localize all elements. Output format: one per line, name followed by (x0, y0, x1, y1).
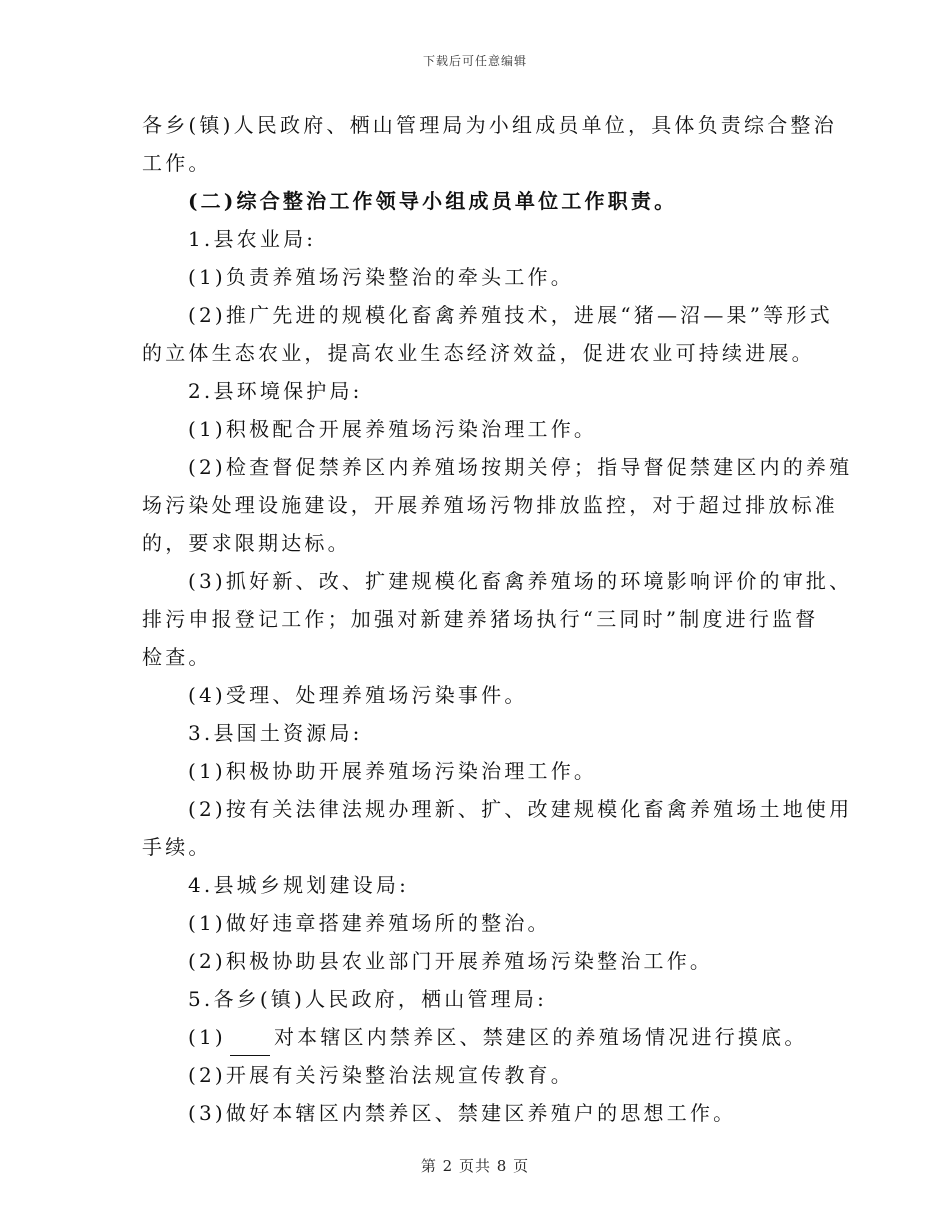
item-heading-township-government: 5.各乡(镇)人民政府，栖山管理局: (188, 987, 548, 1011)
list-item-text: 对本辖区内禁养区、禁建区的养殖场情况进行摸底。 (273, 1025, 808, 1049)
list-item: (4)受理、处理养殖场污染事件。 (188, 683, 528, 707)
item-heading-urban-planning: 4.县城乡规划建设局: (188, 873, 410, 897)
paragraph-line: 场污染处理设施建设，开展养殖场污物排放监控，对于超过排放标准 (142, 493, 838, 517)
paragraph-line: 手续。 (142, 835, 212, 859)
item-heading-land-resources: 3.县国土资源局: (188, 721, 363, 745)
page-number: 第 2 页共 8 页 (420, 1157, 530, 1175)
list-item: (1)积极配合开展养殖场污染治理工作。 (188, 417, 598, 441)
paragraph-line: 排污申报登记工作；加强对新建养猪场执行“三同时”制度进行监督 (142, 607, 819, 631)
list-item-number: (1) (188, 1025, 226, 1049)
list-item: (2)积极协助县农业部门开展养殖场污染整治工作。 (188, 949, 714, 973)
list-item: (2)检查督促禁养区内养殖场按期关停；指导督促禁建区内的养殖 (188, 455, 853, 479)
list-item: (1)负责养殖场污染整治的牵头工作。 (188, 265, 574, 289)
list-item: (3)抓好新、改、扩建规模化畜禽养殖场的环境影响评价的审批、 (188, 569, 853, 593)
list-item: (2)开展有关污染整治法规宣传教育。 (188, 1063, 574, 1087)
blank-underline (230, 1033, 270, 1056)
section-heading: (二)综合整治工作领导小组成员单位工作职责。 (188, 189, 678, 213)
list-item: (2)推广先进的规模化畜禽养殖技术，进展“猪—沼—果”等形式 (188, 303, 833, 327)
paragraph-line: 检查。 (142, 645, 212, 669)
paragraph-line: 工作。 (142, 151, 212, 175)
list-item: (2)按有关法律法规办理新、扩、改建规模化畜禽养殖场土地使用 (188, 797, 853, 821)
paragraph-line: 各乡(镇)人民政府、栖山管理局为小组成员单位，具体负责综合整治 (142, 113, 837, 137)
list-item (142, 1018, 810, 1056)
document-body (142, 106, 853, 1132)
list-item: (1)积极协助开展养殖场污染治理工作。 (188, 759, 598, 783)
paragraph-line: 的，要求限期达标。 (142, 531, 351, 555)
list-item: (1)做好违章搭建养殖场所的整治。 (188, 911, 551, 935)
item-heading-environment: 2.县环境保护局: (188, 379, 363, 403)
paragraph-line: 的立体生态农业，提高农业生态经济效益，促进农业可持续进展。 (142, 341, 815, 365)
item-heading-agriculture: 1.县农业局: (188, 227, 317, 251)
list-item: (3)做好本辖区内禁养区、禁建区养殖户的思想工作。 (188, 1101, 737, 1125)
header-note: 下载后可任意编辑 (422, 54, 527, 68)
